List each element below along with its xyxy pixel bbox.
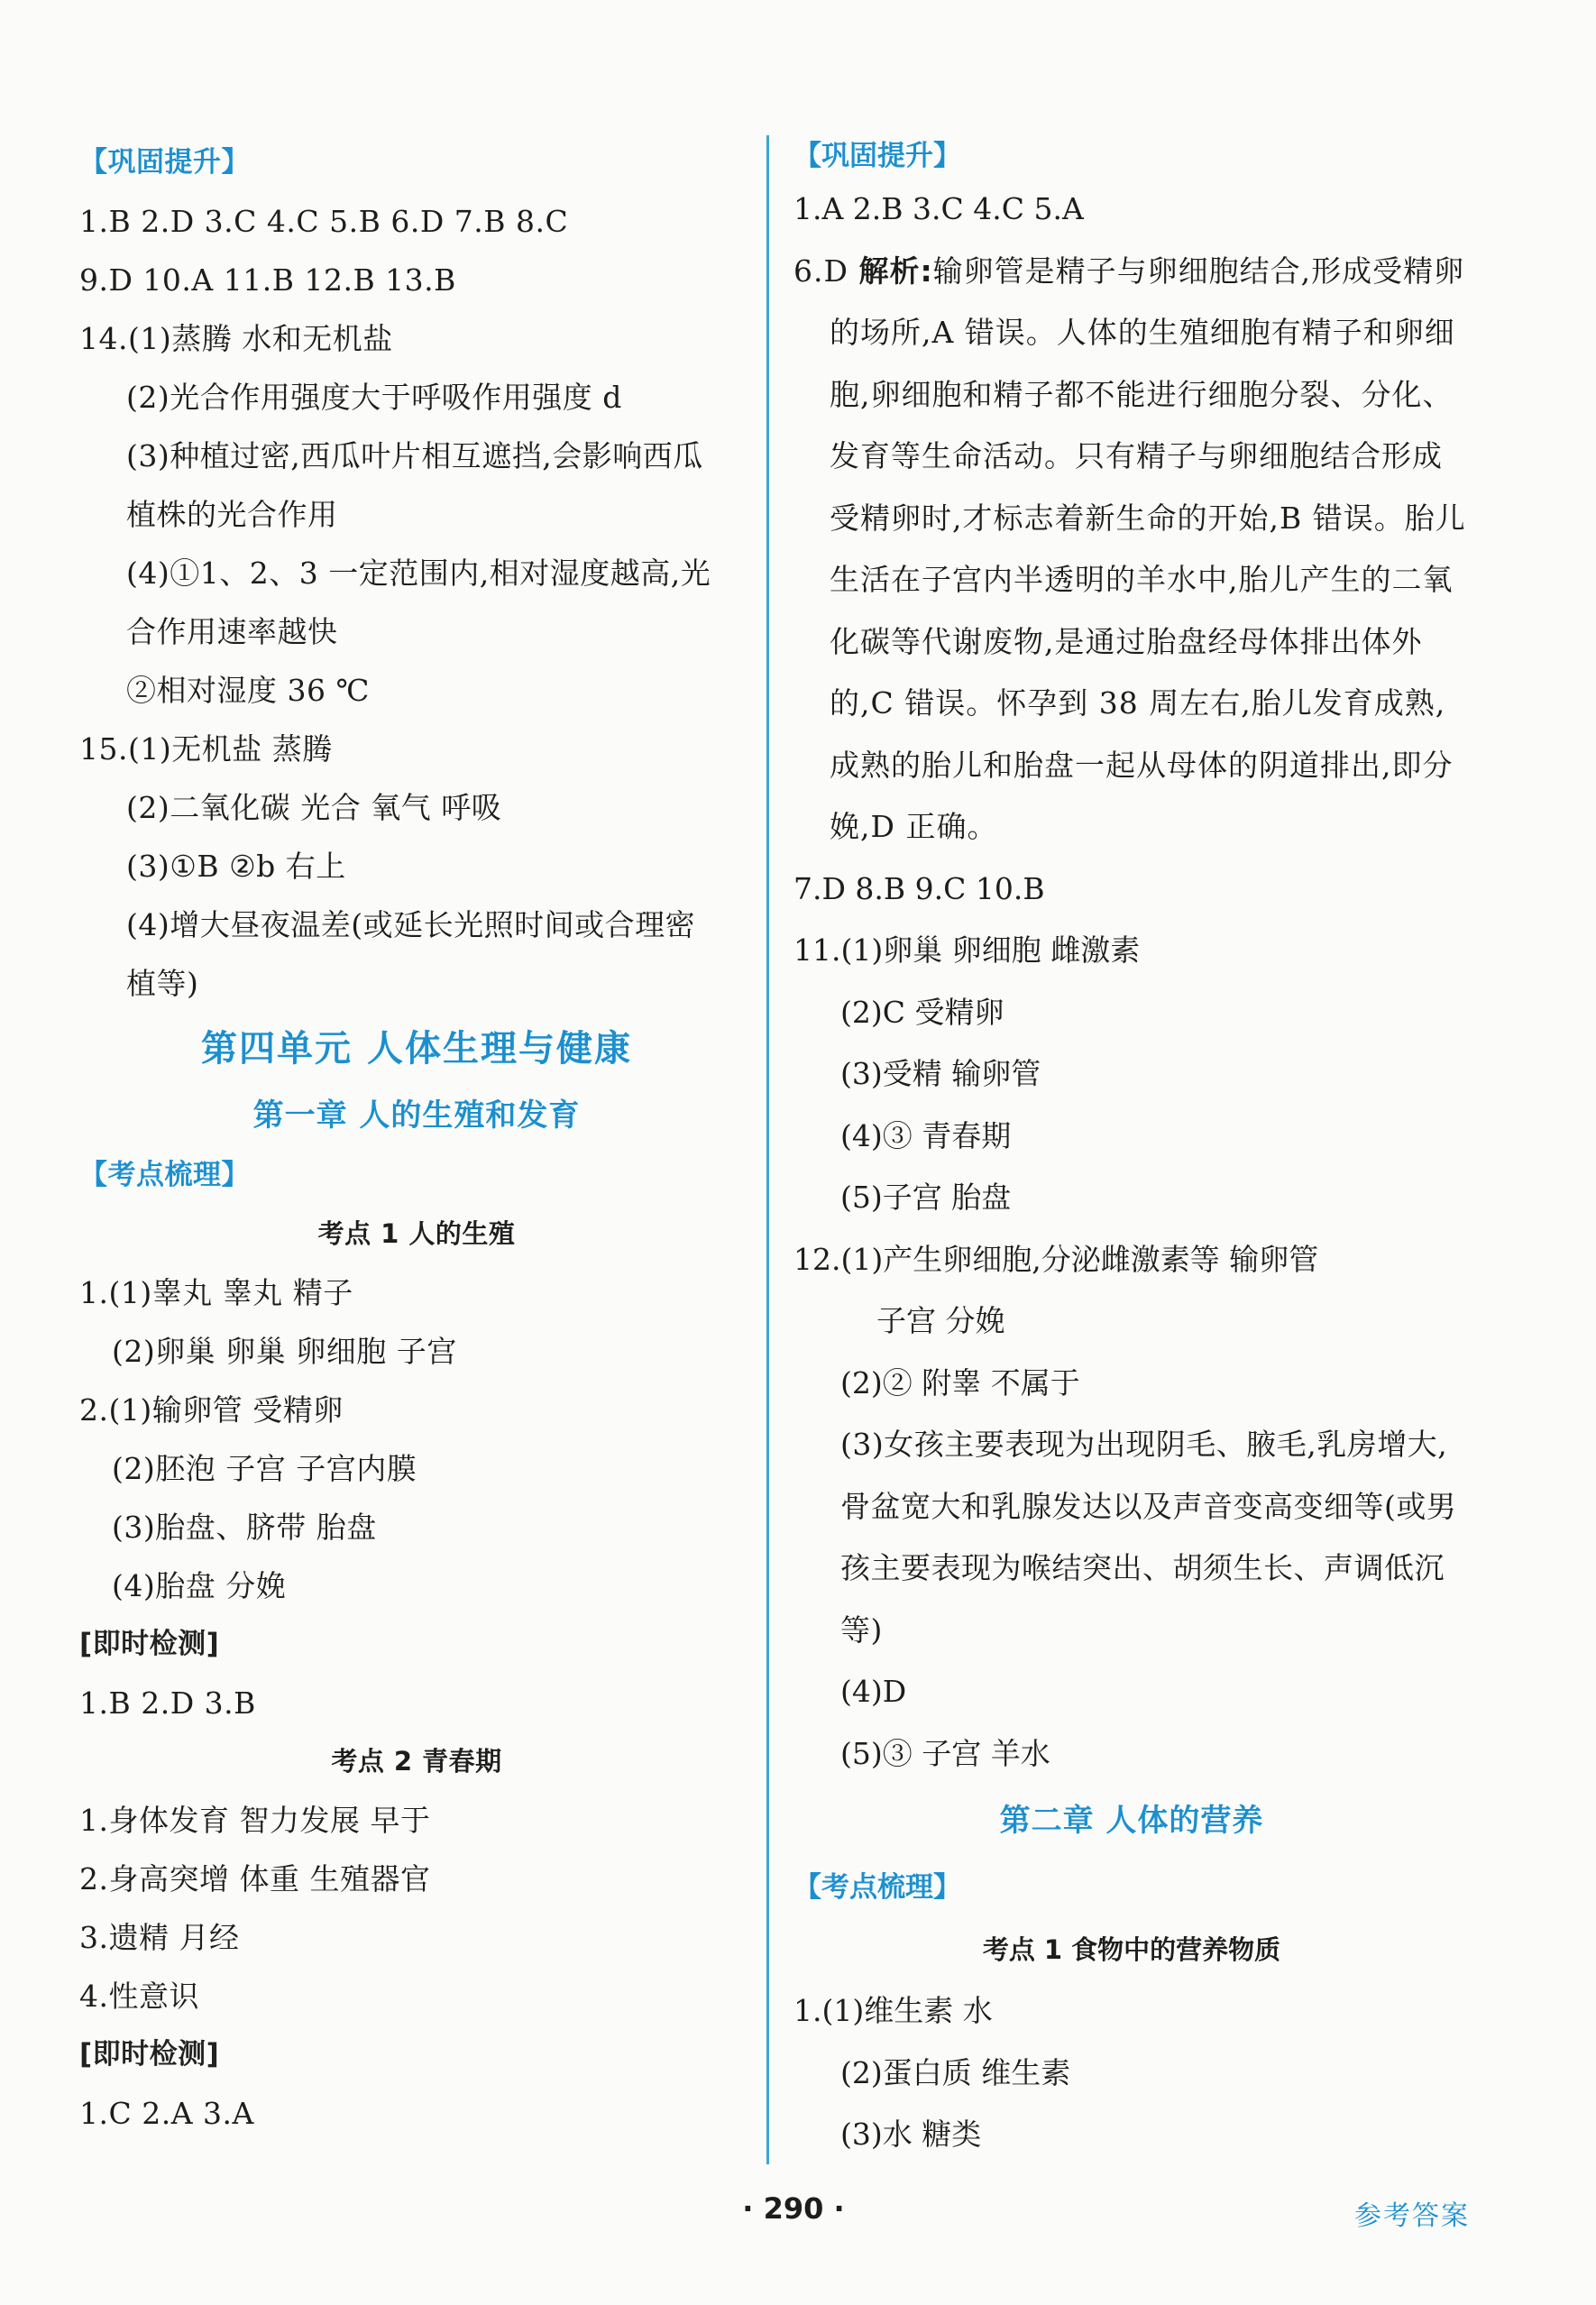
answer-line: 1.B 2.D 3.C 4.C 5.B 6.D 7.B 8.C: [79, 204, 569, 239]
answer-line: (4)③ 青春期: [840, 1117, 1012, 1153]
chapter-title: 第一章 人的生殖和发育: [252, 1097, 581, 1134]
answer-line: 1.身体发育 智力发展 早于: [79, 1803, 431, 1838]
answer-line: 1.C 2.A 3.A: [79, 2096, 254, 2131]
jishi-label: [即时检测]: [79, 2038, 220, 2071]
gonggu-label: 【巩固提升】: [793, 140, 961, 172]
gonggu-label: 【巩固提升】: [79, 146, 250, 179]
question-number: 6.D: [793, 253, 859, 289]
answer-line: 2.(1)输卵管 受精卵: [79, 1392, 344, 1428]
answer-line: 14.(1)蒸腾 水和无机盐: [79, 321, 393, 356]
answer-line: 12.(1)产生卵细胞,分泌雌激素等 输卵管: [793, 1241, 1319, 1277]
jiexi-label: 解析:: [858, 253, 933, 289]
answer-line: (4)D: [840, 1674, 907, 1709]
kaodian-title: 考点 1 人的生殖: [317, 1218, 516, 1249]
answer-line: (3)水 糖类: [840, 2117, 982, 2152]
unit-title: 第四单元 人体生理与健康: [201, 1028, 632, 1070]
analysis-paragraph: [793, 241, 1470, 859]
answer-line: 3.遗精 月经: [79, 1920, 240, 1955]
footer-label: 参考答案: [1354, 2200, 1470, 2232]
chapter-title: 第二章 人体的营养: [999, 1803, 1264, 1839]
answer-line: 9.D 10.A 11.B 12.B 13.B: [79, 262, 456, 298]
answer-line: 1.(1)睾丸 睾丸 精子: [79, 1275, 353, 1310]
kaodian-title: 考点 2 青春期: [331, 1746, 502, 1777]
answer-line: (2)二氧化碳 光合 氧气 呼吸: [126, 790, 502, 825]
answer-line: 1.B 2.D 3.B: [79, 1685, 256, 1721]
answer-line: 植等): [126, 966, 199, 1001]
answer-line: (2)② 附睾 不属于: [840, 1364, 1080, 1400]
answer-line: 子宫 分娩: [876, 1303, 1005, 1338]
answer-line: (2)C 受精卵: [840, 994, 1004, 1030]
answer-line: (2)卵巢 卵巢 卵细胞 子宫: [112, 1334, 457, 1369]
answer-line: 1.(1)维生素 水: [793, 1993, 993, 2028]
kaodian-label: 【考点梳理】: [793, 1871, 961, 1904]
answer-line: 植株的光合作用: [126, 497, 338, 532]
answer-line: (3)胎盘、脐带 胎盘: [112, 1510, 377, 1545]
answer-line: 11.(1)卵巢 卵细胞 雌激素: [793, 932, 1141, 968]
analysis-text: 输卵管是精子与卵细胞结合,形成受精卵的场所,A 错误。人体的生殖细胞有精子和卵细胞,卵细胞和精子都不能进行细胞分裂、分化、发育等生命活动。只有精子与卵细胞结合形成受精卵时,才标志着新生命的开始,B 错误。胎儿生活在子宫内半透明的羊水中,胎儿产生的二氧化碳等代谢废物,是通过胎盘经母体排出体外的,C 错误。怀孕到 38 周左右,胎儿发育成熟,成熟的胎儿和胎盘一起从母体的阴道排出,即分娩,D 正确。: [830, 253, 1466, 844]
answer-line: (3)受精 输卵管: [840, 1056, 1041, 1091]
answer-line: (5)③ 子宫 羊水: [840, 1735, 1050, 1771]
answer-line: (4)胎盘 分娩: [112, 1568, 287, 1603]
answer-line: (2)蛋白质 维生素: [840, 2054, 1071, 2090]
kaodian-title: 考点 1 食物中的营养物质: [982, 1933, 1281, 1965]
answer-line: (5)子宫 胎盘: [840, 1180, 1012, 1215]
answer-line: (3)种植过密,西瓜叶片相互遮挡,会影响西瓜: [126, 438, 703, 473]
page-number: · 290 ·: [742, 2191, 845, 2226]
answer-line: 7.D 8.B 9.C 10.B: [793, 870, 1045, 906]
answer-line: (2)光合作用强度大于呼吸作用强度 d: [126, 380, 622, 415]
answer-line: (4)①1、2、3 一定范围内,相对湿度越高,光: [126, 556, 711, 591]
left-column: [79, 133, 754, 2143]
answer-line: (4)增大昼夜温差(或延长光照时间或合理密: [126, 907, 696, 942]
column-divider: [766, 135, 769, 2164]
answer-line: 合作用速率越快: [126, 614, 338, 649]
answer-line: 2.身高突增 体重 生殖器官: [79, 1861, 431, 1896]
kaodian-label: 【考点梳理】: [79, 1159, 250, 1191]
answer-line: (2)胚泡 子宫 子宫内膜: [112, 1451, 417, 1486]
answer-line: 15.(1)无机盐 蒸腾: [79, 731, 333, 767]
answer-paragraph: (3)女孩主要表现为出现阴毛、腋毛,乳房增大,骨盆宽大和乳腺发达以及声音变高变细等(或男孩主要表现为喉结突出、胡须生长、声调低沉等): [840, 1427, 1457, 1648]
answer-line: ②相对湿度 36 ℃: [126, 673, 370, 708]
answer-line: 1.A 2.B 3.C 4.C 5.A: [793, 191, 1084, 226]
answer-line: (3)①B ②b 右上: [126, 849, 346, 884]
right-column: [793, 133, 1470, 2166]
jishi-label: [即时检测]: [79, 1628, 220, 1660]
answer-line: 4.性意识: [79, 1979, 199, 2014]
